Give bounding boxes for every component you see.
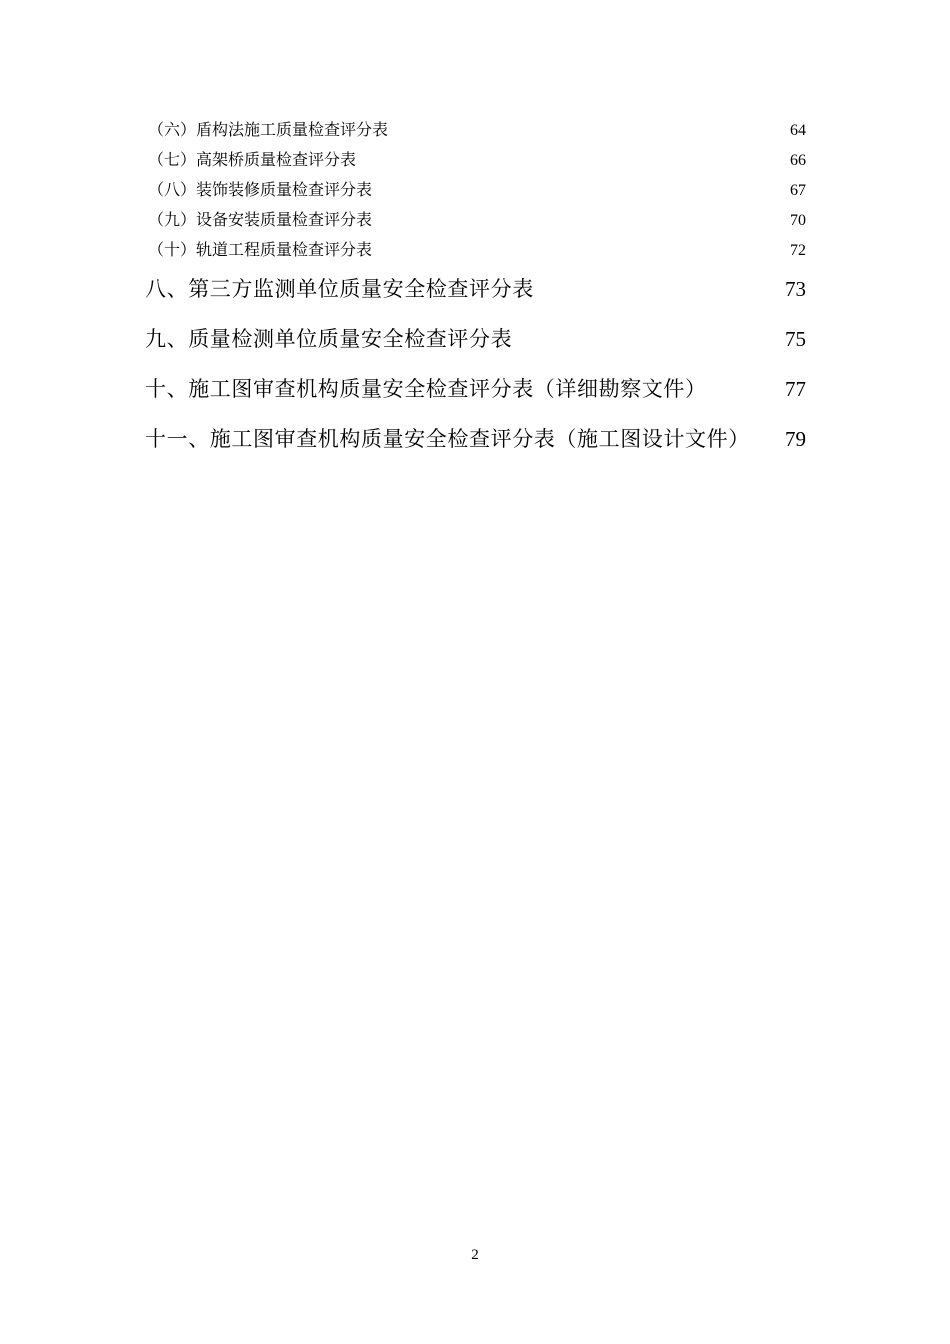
toc-entry-label: （八）装饰装修质量检查评分表 [148,180,373,199]
page-number: 2 [471,1247,479,1263]
toc-entry-page: 64 [790,122,806,139]
toc-entry-label: 十一、施工图审查机构质量安全检查评分表（施工图设计文件） [145,427,750,451]
toc-entry-equipment-installation[interactable] [148,209,806,231]
toc-entry-drawing-review-design[interactable] [145,424,806,454]
toc-entry-label: 十、施工图审查机构质量安全检查评分表（详细勘察文件） [145,377,707,401]
toc-entry-page: 67 [790,182,806,199]
toc-entry-label: 八、第三方监测单位质量安全检查评分表 [145,277,534,301]
toc-entry-page: 77 [785,377,806,401]
toc-entry-page: 79 [785,427,806,451]
toc-entry-page: 73 [785,277,806,301]
toc-entry-label: （七）高架桥质量检查评分表 [148,150,357,169]
toc-entry-label: （十）轨道工程质量检查评分表 [148,240,373,259]
toc-entry-drawing-review-survey[interactable] [145,374,806,404]
toc-entry-page: 70 [790,212,806,229]
toc-entry-label: 九、质量检测单位质量安全检查评分表 [145,327,513,351]
toc-entry-decoration[interactable] [148,179,806,201]
toc-entry-label: （六）盾构法施工质量检查评分表 [148,120,389,139]
toc-entry-quality-testing[interactable] [145,324,806,354]
toc-entry-viaduct[interactable] [148,149,806,171]
toc-entry-track-engineering[interactable] [148,239,806,261]
toc-entry-third-party-monitoring[interactable] [145,274,806,304]
toc-entry-label: （九）设备安装质量检查评分表 [148,210,373,229]
toc-entry-page: 66 [790,152,806,169]
toc-entry-shield-tunneling[interactable] [148,119,806,141]
toc-entry-page: 75 [785,327,806,351]
toc-entry-page: 72 [790,242,806,259]
